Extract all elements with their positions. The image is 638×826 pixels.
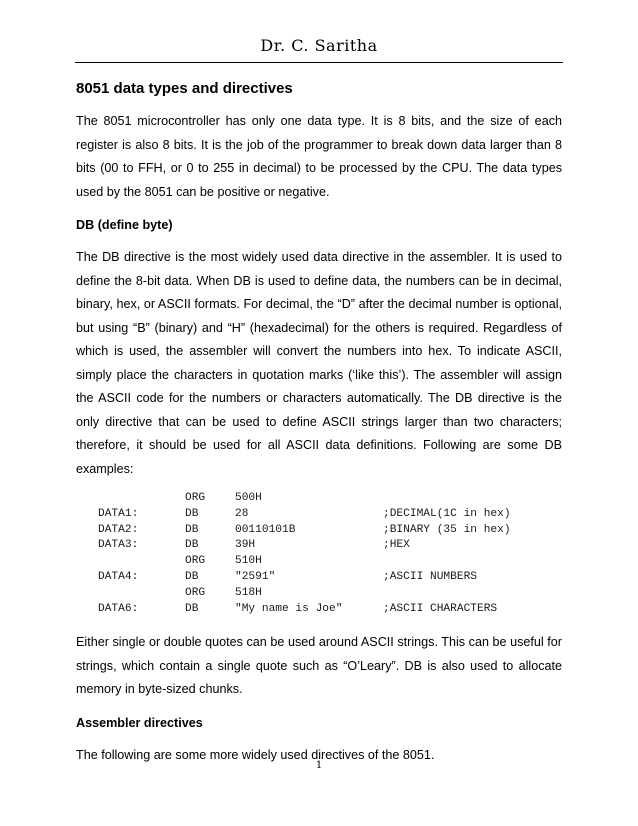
db-paragraph: The DB directive is the most widely used data directive in the assembler. It is used to define the 8-bit data. When DB is used to define data, the numbers can be in decimal, binary, hex, or ASCII formats. For decimal, the “D” after the decimal number is optional, but using “B” (binary) and “H” (hexadecimal) for the others is required. Regardless of which is used, the assembler will convert the numbers into hex. To indicate ASCII, simply place the characters in quotation marks (‘like this’). The assembler will assign the ASCII code for the numbers or characters automatically. The DB directive is the only directive that can be used to define ASCII strings larger than two characters; therefore, it should be used for all ASCII data definitions. Following are some DB examples: [76,250,562,476]
page-body [76,78,562,777]
code-label [98,586,185,602]
code-directive: DB [185,570,199,583]
code-operand: 39H [235,539,256,552]
code-line [98,586,562,602]
code-operand: "2591" [235,570,276,583]
code-comment: ;ASCII CHARACTERS [383,602,498,615]
code-line [98,538,562,554]
code-line [98,491,562,507]
code-label: DATA6: [98,602,139,615]
page-number: 1 [315,760,323,771]
code-directive: DB [185,523,199,536]
code-directive: ORG [185,555,206,568]
code-directive: DB [185,507,199,520]
code-operand: 510H [235,555,262,568]
quotes-paragraph: Either single or double quotes can be used around ASCII strings. This can be useful for strings, which contain a single quote such as “O’Leary”. DB is also used to allocate memory in byte-sized chunks. [76,635,562,697]
code-line [98,507,562,523]
header-rule [75,62,563,63]
code-directive: DB [185,602,199,615]
code-comment: ;ASCII NUMBERS [383,570,477,583]
code-operand: 28 [235,507,249,520]
intro-paragraph: The 8051 microcontroller has only one data type. It is 8 bits, and the size of each register is also 8 bits. It is the job of the programmer to break down data larger than 8 bits (00 to FFH, or 0 to 255 in decimal) to be processed by the CPU. The data types used by the 8051 can be positive or negative. [76,114,562,199]
code-line [98,523,562,539]
code-line [98,570,562,586]
code-operand: "My name is Joe" [235,602,343,615]
code-directive: DB [185,539,199,552]
code-line [98,554,562,570]
code-operand: 500H [235,492,262,504]
db-heading: DB (define byte) [76,218,173,232]
code-example [98,491,562,617]
code-comment: ;BINARY (35 in hex) [383,523,511,536]
code-operand: 00110101B [235,523,296,536]
code-directive: ORG [185,492,206,504]
code-label: DATA2: [98,523,139,536]
code-label: DATA1: [98,507,139,520]
code-label: DATA3: [98,539,139,552]
code-label: DATA4: [98,570,139,583]
code-operand: 518H [235,586,262,599]
code-directive: ORG [185,586,206,599]
code-label [98,491,185,507]
code-comment: ;DECIMAL(1C in hex) [383,507,511,520]
code-comment: ;HEX [383,539,410,552]
section-title: 8051 data types and directives [76,80,293,97]
page-header: Dr. C. Saritha [260,36,378,55]
assembler-paragraph: The following are some more widely used directives of the 8051. [76,747,435,762]
code-line [98,602,562,618]
assembler-heading: Assembler directives [76,715,203,730]
code-label [98,554,185,570]
